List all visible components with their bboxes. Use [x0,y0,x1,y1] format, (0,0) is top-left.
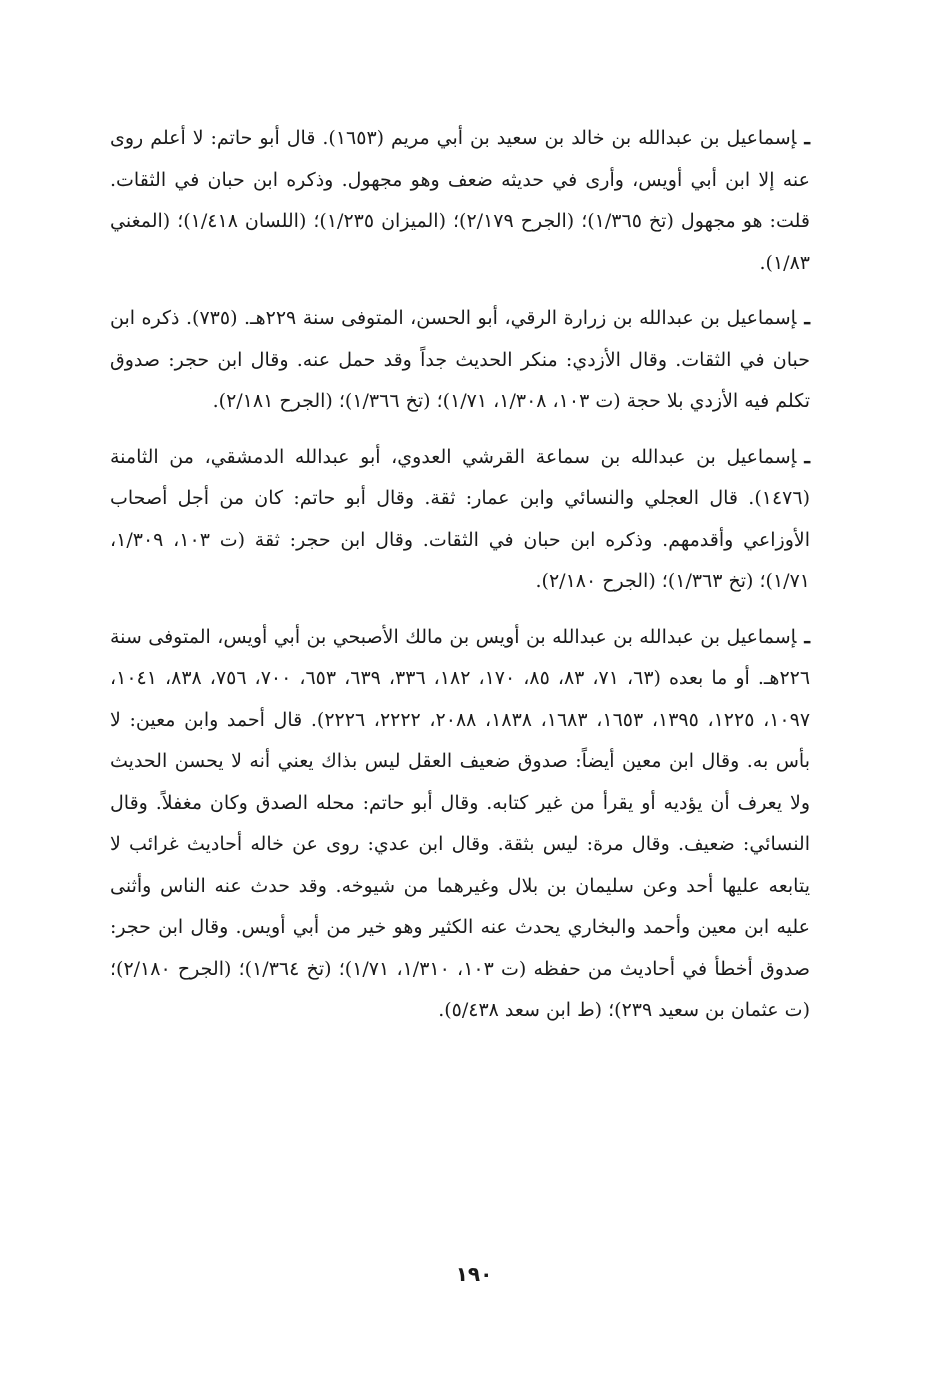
entry-text: إسماعيل بن عبدالله بن زرارة الرقي، أبو الحسن، المتوفى سنة ٢٢٩هـ. (٧٣٥). ذكره ابن حبان في الثقات. وقال الأزدي: منكر الحديث جداً وقد حمل عنه. وقال ابن حجر: صدوق تكلم فيه الأزدي بلا حجة (ت ١٠٣، ١/٣٠٨، ١/٧١)؛ (تخ ١/٣٦٦)؛ (الجرح ٢/١٨١). [110,307,810,412]
entry-text: إسماعيل بن عبدالله بن عبدالله بن أويس بن مالك الأصبحي بن أبي أويس، المتوفى سنة ٢٢٦هـ. أو ما بعده (٦٣، ٧١، ٨٣، ٨٥، ١٧٠، ١٨٢، ٣٣٦، ٦٣٩، ٦٥٣، ٧٠٠، ٧٥٦، ٨٣٨، ١٠٤١، ١٠٩٧، ١٢٢٥، ١٣٩٥، ١٦٥٣، ١٦٨٣، ١٨٣٨، ٢٠٨٨، ٢٢٢٢، ٢٢٢٦). قال أحمد وابن معين: لا بأس به. وقال ابن معين أيضاً: صدوق ضعيف العقل ليس بذاك يعني أنه لا يحسن الحديث ولا يعرف أن يؤديه أو يقرأ من غير كتابه. وقال أبو حاتم: محله الصدق وكان مغفلاً. وقال النسائي: ضعيف. وقال مرة: ليس بثقة. وقال ابن عدي: روى عن خاله أحاديث غرائب لا يتابعه عليها أحد وعن سليمان بن بلال وغيرهما من شيوخه. وقد حدث عنه الناس وأثنى عليه ابن معين وأحمد والبخاري يحدث عنه الكثير وهو خير من أبي أويس. وقال ابن حجر: صدوق أخطأ في أحاديث من حفظه (ت ١٠٣، ١/٣١٠، ١/٧١)؛ (تخ ١/٣٦٤)؛ (الجرح ٢/١٨٠)؛ (ت عثمان بن سعيد ٢٣٩)؛ (ط ابن سعد ٥/٤٣٨). [110,625,811,1021]
entry-dash: ـ [804,625,810,648]
entry-1 [110,118,810,284]
entry-4 [110,617,810,1032]
entry-3 [110,437,810,603]
entry-text: إسماعيل بن عبدالله بن خالد بن سعيد بن أبي مريم (١٦٥٣). قال أبو حاتم: لا أعلم روى عنه إلا ابن أبي أويس، وأرى في حديثه ضعف وهو مجهول. وذكره ابن حبان في الثقات. قلت: هو مجهول (تخ ١/٣٦٥)؛ (الجرح ٢/١٧٩)؛ (الميزان ١/٢٣٥)؛ (اللسان ١/٤١٨)؛ (المغني ١/٨٣). [110,127,810,274]
entry-2 [110,298,810,423]
page-number: ١٩٠ [455,1262,493,1286]
entry-dash: ـ [804,127,810,149]
page-body [110,118,810,1046]
entry-dash: ـ [804,307,810,329]
entry-dash: ـ [804,445,810,468]
entry-text: إسماعيل بن عبدالله بن سماعة القرشي العدوي، أبو عبدالله الدمشقي، من الثامنة (١٤٧٦). قال العجلي والنسائي وابن عمار: ثقة. وقال أبو حاتم: كان من أجل أصحاب الأوزاعي وأقدمهم. وذكره ابن حبان في الثقات. وقال ابن حجر: ثقة (ت ١٠٣، ١/٣٠٩، ١/٧١)؛ (تخ ١/٣٦٣)؛ (الجرح ٢/١٨٠). [110,445,810,592]
